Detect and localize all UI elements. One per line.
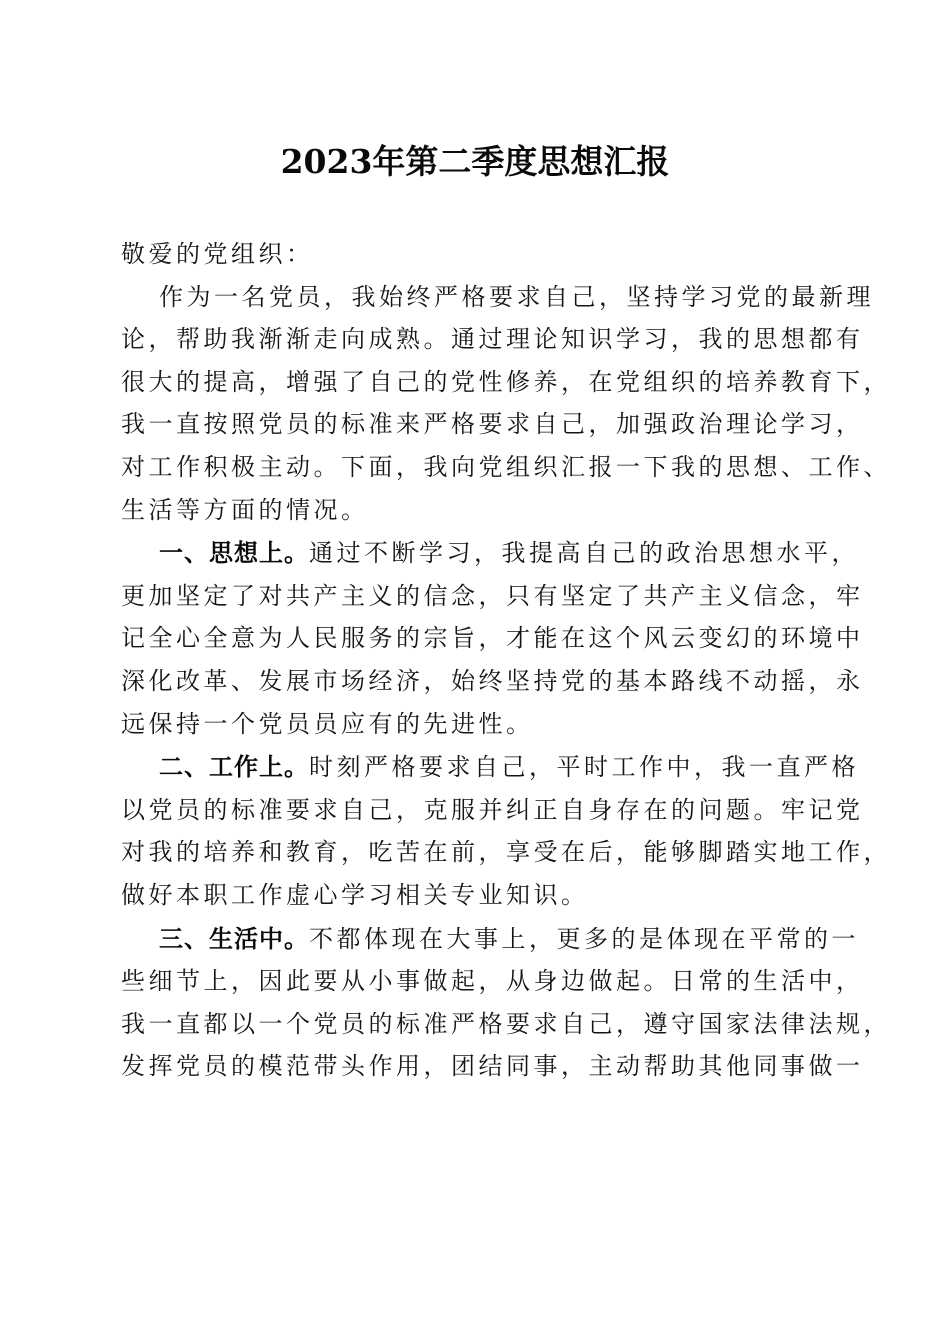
paragraph-line: 深化改革、发展市场经济，始终坚持党的基本路线不动摇，永 (121, 666, 864, 695)
section-first-text: 通过不断学习，我提高自己的政治思想水平， (309, 539, 859, 568)
document-title: 2023年第二季度思想汇报 (280, 142, 670, 181)
paragraph-line: 很大的提高，增强了自己的党性修养，在党组织的培养教育下， (121, 367, 891, 396)
paragraph-line: 我一直按照党员的标准来严格要求自己，加强政治理论学习， (121, 410, 864, 439)
paragraph-line: 记全心全意为人民服务的宗旨，才能在这个风云变幻的环境中 (121, 624, 864, 653)
paragraph-line: 做好本职工作虚心学习相关专业知识。 (121, 880, 589, 909)
section-first-text: 时刻严格要求自己，平时工作中，我一直严格 (309, 753, 859, 782)
paragraph-line: 以党员的标准要求自己，克服并纠正自身存在的问题。牢记党 (121, 795, 864, 824)
paragraph-line: 作为一名党员，我始终严格要求自己，坚持学习党的最新理 (159, 282, 874, 311)
section-heading: 二、工作上。 (159, 752, 309, 782)
section-first-line (121, 918, 859, 961)
section-first-line (121, 532, 859, 575)
section-work (121, 746, 891, 916)
section-first-line (121, 746, 859, 789)
section-heading: 三、生活中。 (159, 923, 309, 953)
section-heading: 一、思想上。 (159, 538, 309, 568)
paragraph-line: 论，帮助我渐渐走向成熟。通过理论知识学习，我的思想都有 (121, 325, 864, 354)
document-body (121, 233, 891, 1088)
paragraph-line: 些细节上，因此要从小事做起，从身边做起。日常的生活中， (121, 967, 864, 996)
paragraph-line: 对工作积极主动。下面，我向党组织汇报一下我的思想、工作、 (121, 452, 891, 481)
paragraph-line: 远保持一个党员员应有的先进性。 (121, 709, 534, 738)
section-ideology (121, 532, 864, 745)
paragraph-line: 对我的培养和教育，吃苦在前，享受在后，能够脚踏实地工作， (121, 838, 891, 867)
intro-paragraph (121, 276, 891, 532)
paragraph-line: 我一直都以一个党员的标准严格要求自己，遵守国家法律法规， (121, 1009, 891, 1038)
paragraph-line: 更加坚定了对共产主义的信念，只有坚定了共产主义信念，牢 (121, 581, 864, 610)
section-first-text: 不都体现在大事上，更多的是体现在平常的一 (309, 924, 859, 953)
paragraph-line: 发挥党员的模范带头作用，团结同事，主动帮助其他同事做一 (121, 1052, 864, 1081)
section-life (121, 918, 891, 1088)
salutation: 敬爱的党组织： (121, 240, 314, 268)
paragraph-line: 生活等方面的情况。 (121, 495, 369, 524)
